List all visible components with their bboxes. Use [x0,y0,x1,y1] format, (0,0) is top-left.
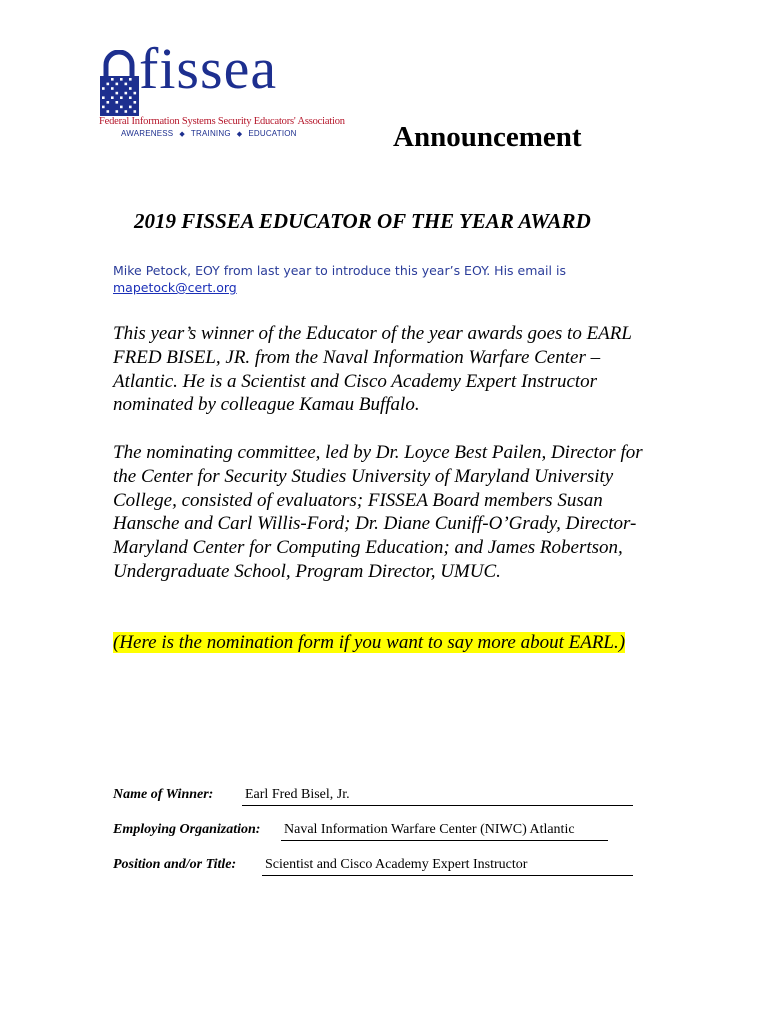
intro-sentence: Mike Petock, EOY from last year to introduce this year’s EOY. His email is [113,263,566,278]
diamond-icon: ◆ [179,131,185,138]
winner-paragraph: This year’s winner of the Educator of the year awards goes to EARL FRED BISEL, JR. from the Naval Information Warfare Center – Atlantic. He is a Scientist and Cisco Academy Expert Instructor nominated by colleague Kamau Buffalo. [113,323,632,416]
diamond-icon: ◆ [236,131,243,138]
logo-wordmark: fissea [139,36,278,101]
award-title: 2019 FISSEA EDUCATOR OF THE YEAR AWARD [134,209,591,233]
highlighted-note: (Here is the nomination form if you want to say more about EARL.) [113,632,626,653]
position-value[interactable]: Scientist and Cisco Academy Expert Instructor [262,857,633,876]
fissea-logo [97,36,345,143]
padlock-grid-icon [97,50,142,118]
committee-paragraph: The nominating committee, led by Dr. Loyce Best Pailen, Director for the Center for Security Studies University of Maryland University College, consisted of evaluators; FISSEA Board members Susan Hansche and Carl Willis-Ford; Dr. Diane Cuniff-O’Grady, Director-Maryland Center for Computing Education; and James Robertson, Undergraduate School, Program Director, UMUC. [113,442,643,582]
intro-text [113,262,673,296]
nomination-note [113,631,658,655]
winner-label: Name of Winner: [113,787,214,802]
winner-value[interactable]: Earl Fred Bisel, Jr. [242,787,633,806]
logo-tagline [121,129,297,138]
organization-value[interactable]: Naval Information Warfare Center (NIWC) Atlantic [281,822,608,841]
tagline-education: EDUCATION [248,129,297,138]
tagline-awareness: AWARENESS [121,129,174,138]
tagline-training: TRAINING [190,129,231,138]
page-title: Announcement [393,121,582,153]
organization-label: Employing Organization: [113,822,261,837]
logo-association-name: Federal Information Systems Security Educators' Association [99,116,345,127]
position-label: Position and/or Title: [113,857,237,872]
email-link[interactable]: mapetock@cert.org [113,280,237,295]
